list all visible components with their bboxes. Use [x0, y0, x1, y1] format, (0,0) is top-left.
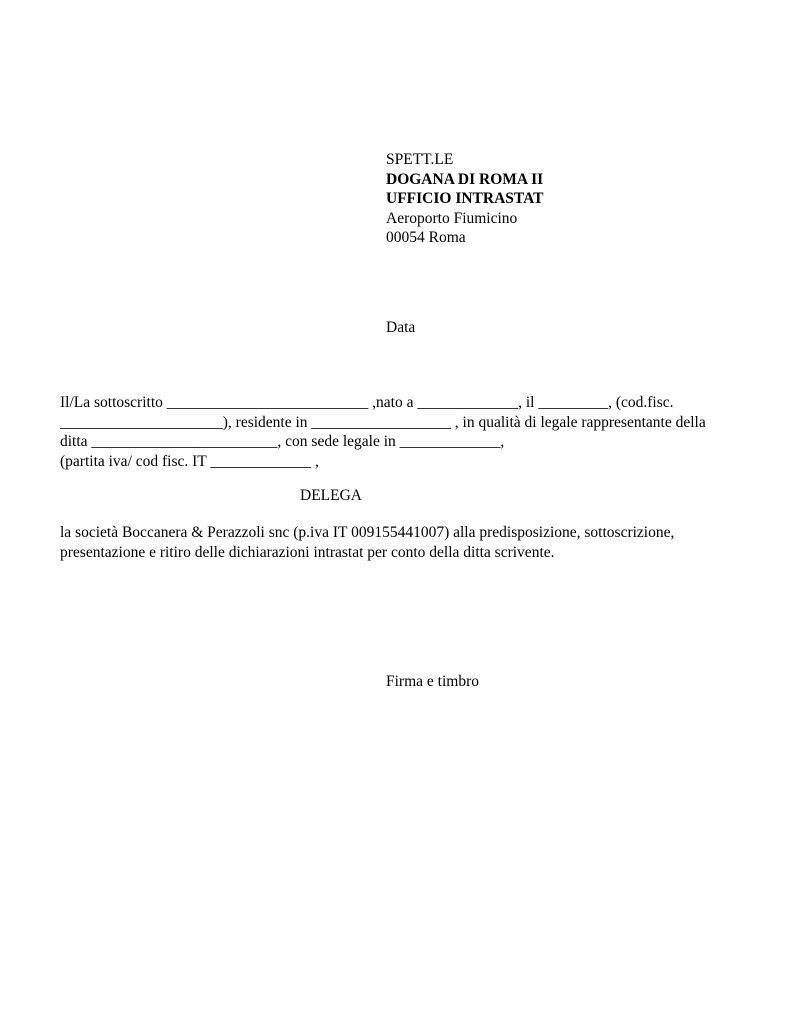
declaration-line: _____________________), residente in __________________ , in qualità di legale rappresentante della	[60, 413, 706, 431]
declaration-paragraph	[60, 393, 740, 471]
recipient-office-name: DOGANA DI ROMA II	[386, 170, 544, 188]
date-label: Data	[386, 319, 416, 336]
signature-label: Firma e timbro	[386, 673, 479, 690]
delega-title: DELEGA	[300, 487, 362, 504]
declaration-line: (partita iva/ cod fisc. IT _____________ ,	[60, 452, 319, 470]
recipient-address-line: Aeroporto Fiumicino	[386, 209, 518, 227]
delega-paragraph	[60, 523, 750, 562]
recipient-salutation: SPETT.LE	[386, 151, 454, 168]
recipient-office-unit: UFFICIO INTRASTAT	[386, 190, 544, 207]
recipient-city-line: 00054 Roma	[386, 229, 466, 246]
declaration-line: ditta ________________________, con sede legale in _____________,	[60, 433, 505, 450]
delega-line: la società Boccanera & Perazzoli snc (p.iva IT 009155441007) alla predisposizione, sottoscrizione,	[60, 524, 675, 541]
declaration-line: Il/La sottoscritto __________________________ ,nato a _____________, il _________, (cod.fisc.	[60, 394, 674, 411]
delega-line: presentazione e ritiro delle dichiarazioni intrastat per conto della ditta scrivente.	[60, 543, 555, 561]
recipient-address-block	[386, 150, 543, 248]
